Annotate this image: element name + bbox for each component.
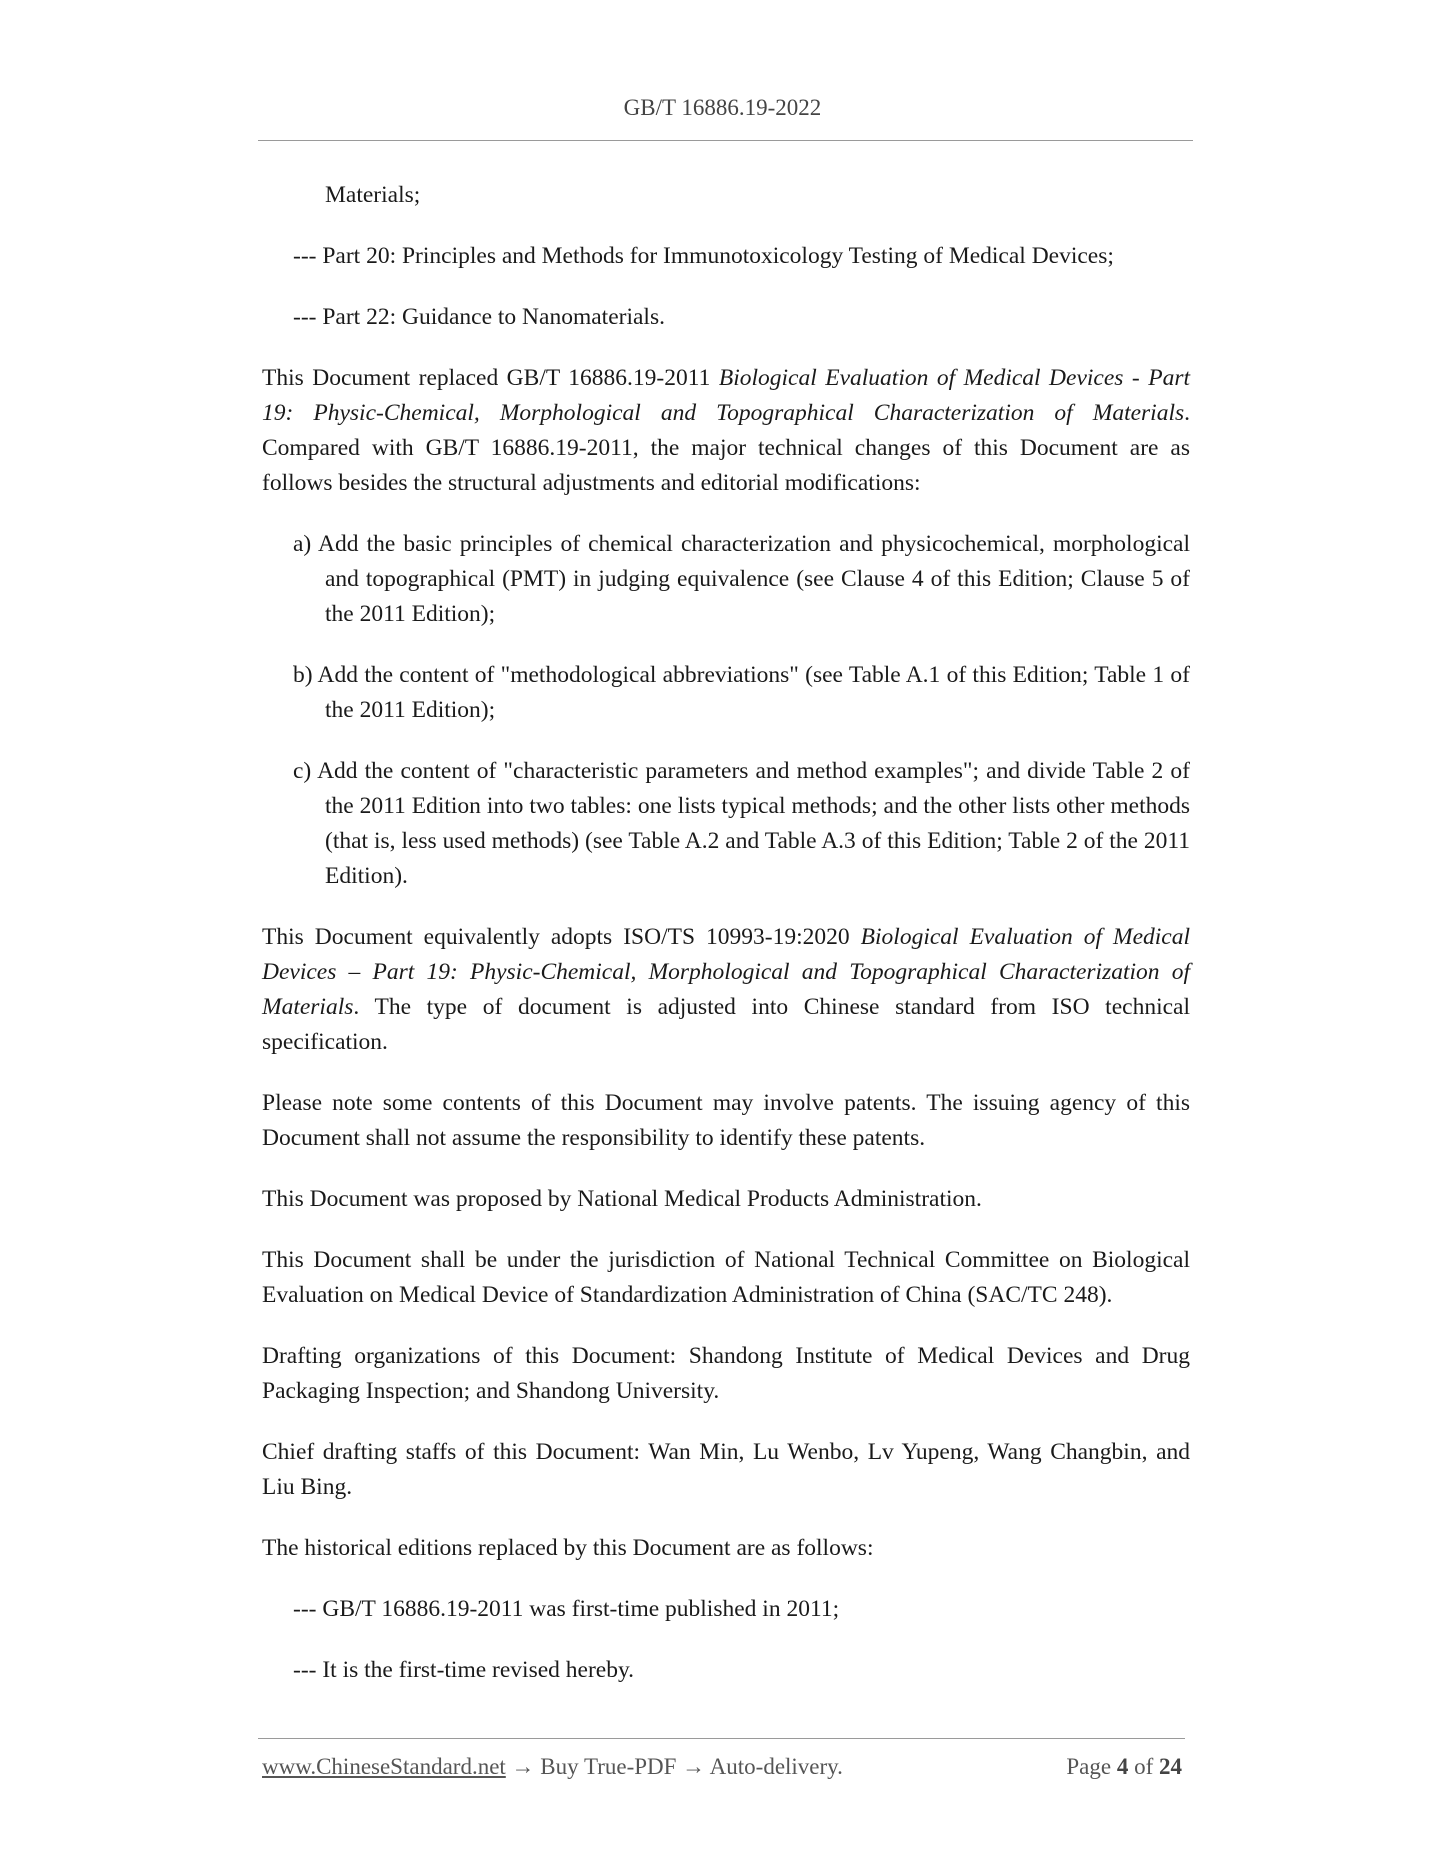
page-of: of — [1128, 1754, 1159, 1779]
paragraph-patents: Please note some contents of this Document may involve patents. The issuing agency of this Document shall not assume the responsibility to identify these patents. — [262, 1090, 1190, 1151]
paragraph-jurisdiction: This Document shall be under the jurisdiction of National Technical Committee on Biological Evaluation on Medical Device of Standardization Administration of China (SAC/TC 248). — [262, 1247, 1190, 1308]
adopts-pre: This Document equivalently adopts ISO/TS 10993-19:2020 — [262, 924, 861, 950]
historical-item-2: --- It is the first-time revised hereby. — [293, 1657, 635, 1683]
adopts-post: . The type of document is adjusted into Chinese standard from ISO technical specification. — [262, 994, 1190, 1055]
page-content — [262, 178, 1190, 1714]
footer-divider — [258, 1738, 1185, 1739]
change-item-b: b) Add the content of "methodological abbreviations" (see Table A.1 of this Edition; Table 1 of the 2011 Edition); — [293, 662, 1190, 723]
paragraph-drafting-orgs: Drafting organizations of this Document: Shandong Institute of Medical Devices and Drug Packaging Inspection; and Shandong University. — [262, 1343, 1190, 1404]
replaced-pre: This Document replaced GB/T 16886.19-2011 — [262, 365, 719, 391]
header-title: GB/T 16886.19-2022 — [623, 95, 822, 120]
footer-tagline: → Buy True-PDF → Auto-delivery. — [505, 1754, 843, 1779]
adopts-title: Biological Evaluation of Medical Devices – Part 19: Physic-Chemical, Morphological and Topographical Characterization of Materials — [262, 924, 1190, 1020]
paragraph-replaced — [262, 361, 1190, 501]
replaced-title: Biological Evaluation of Medical Devices - Part 19: Physic-Chemical, Morphological and Topographical Characterization of Materials — [262, 365, 1190, 426]
header-divider — [258, 140, 1193, 141]
list-continuation: Materials; — [325, 182, 421, 208]
change-item-a: a) Add the basic principles of chemical characterization and physicochemical, morphological and topographical (PMT) in judging equivalence (see Clause 4 of this Edition; Clause 5 of the 2011 Edition); — [293, 531, 1190, 627]
paragraph-historical-intro: The historical editions replaced by this Document are as follows: — [262, 1535, 874, 1561]
paragraph-proposed: This Document was proposed by National Medical Products Administration. — [262, 1186, 982, 1212]
website-link[interactable]: www.ChineseStandard.net — [262, 1754, 506, 1779]
page-current: 4 — [1116, 1754, 1129, 1779]
replaced-post: . Compared with GB/T 16886.19-2011, the major technical changes of this Document are as follows besides the structural adjustments and editorial modifications: — [262, 400, 1190, 496]
page-label: Page — [1066, 1754, 1117, 1779]
historical-item-1: --- GB/T 16886.19-2011 was first-time published in 2011; — [293, 1596, 840, 1622]
list-item-part22: --- Part 22: Guidance to Nanomaterials. — [293, 304, 665, 330]
list-item-part20: --- Part 20: Principles and Methods for Immunotoxicology Testing of Medical Devices; — [293, 243, 1114, 269]
paragraph-drafting-staff: Chief drafting staffs of this Document: Wan Min, Lu Wenbo, Lv Yupeng, Wang Changbin, and Liu Bing. — [262, 1439, 1190, 1500]
footer-left — [262, 1754, 843, 1780]
page-total: 24 — [1159, 1754, 1182, 1779]
paragraph-adopts — [262, 920, 1190, 1060]
change-item-c: c) Add the content of "characteristic parameters and method examples"; and divide Table 2 of the 2011 Edition into two tables: one lists typical methods; and the other lists other methods (that is, less used methods) (see Table A.2 and Table A.3 of this Edition; Table 2 of the 2011 Edition). — [293, 758, 1190, 889]
page-number — [1066, 1754, 1182, 1780]
